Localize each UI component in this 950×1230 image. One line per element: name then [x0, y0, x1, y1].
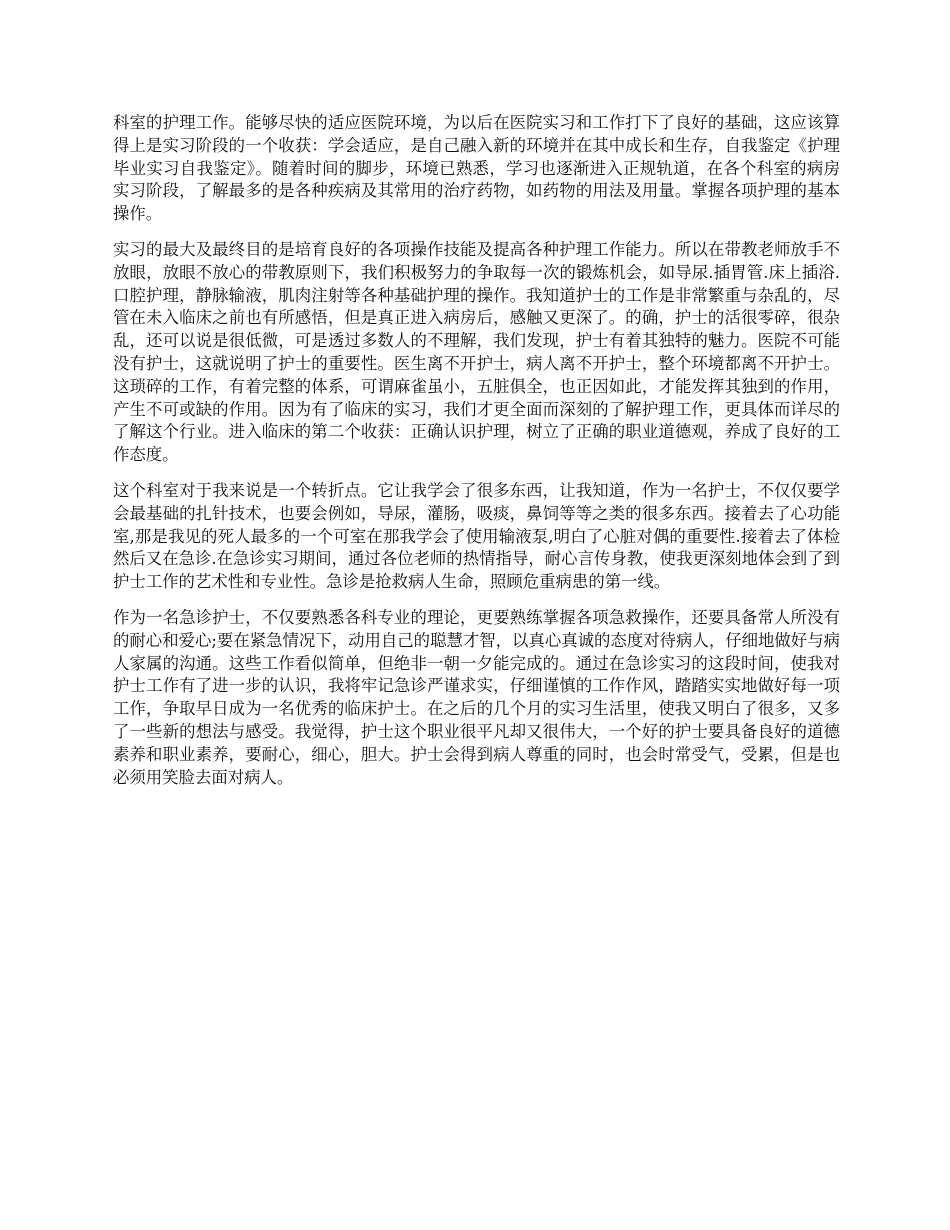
paragraph-2: 实习的最大及最终目的是培育良好的各项操作技能及提高各种护理工作能力。所以在带教老师放手不放眼，放眼不放心的带教原则下，我们积极努力的争取每一次的锻炼机会，如导尿.插胃管.床上插浴.口腔护理，静脉输液，肌肉注射等各种基础护理的操作。我知道护士的工作是非常繁重与杂乱的，尽管在未入临床之前也有所感悟，但是真正进入病房后，感触又更深了。的确，护士的活很零碎，很杂乱，还可以说是很低微，可是透过多数人的不理解，我们发现，护士有着其独特的魅力。医院不可能没有护士，这就说明了护士的重要性。医生离不开护士，病人离不开护士，整个环境都离不开护士。这琐碎的工作，有着完整的体系，可谓麻雀虽小，五脏俱全，也正因如此，才能发挥其独到的作用，产生不可或缺的作用。因为有了临床的实习，我们才更全面而深刻的了解护理工作，更具体而详尽的了解这个行业。进入临床的第二个收获：正确认识护理，树立了正确的职业道德观，养成了良好的工作态度。 [113, 239, 840, 465]
paragraph-4: 作为一名急诊护士，不仅要熟悉各科专业的理论，更要熟练掌握各项急救操作，还要具备常人所没有的耐心和爱心;要在紧急情况下，动用自己的聪慧才智，以真心真诚的态度对待病人，仔细地做好与病人家属的沟通。这些工作看似简单，但绝非一朝一夕能完成的。通过在急诊实习的这段时间，使我对护士工作有了进一步的认识，我将牢记急诊严谨求实，仔细谨慎的工作作风，踏踏实实地做好每一项工作，争取早日成为一名优秀的临床护士。在之后的几个月的实习生活里，使我又明白了很多，又多了一些新的想法与感受。我觉得，护士这个职业很平凡却又很伟大，一个好的护士要具备良好的道德素养和职业素养，要耐心，细心，胆大。护士会得到病人尊重的同时，也会时常受气，受累，但是也必须用笑脸去面对病人。 [113, 607, 840, 787]
document-page [113, 112, 840, 802]
paragraph-1: 科室的护理工作。能够尽快的适应医院环境，为以后在医院实习和工作打下了良好的基础，这应该算得上是实习阶段的一个收获：学会适应，是自己融入新的环境并在其中成长和生存，自我鉴定《护理毕业实习自我鉴定》。随着时间的脚步，环境已熟悉，学习也逐渐进入正规轨道，在各个科室的病房实习阶段，了解最多的是各种疾病及其常用的治疗药物，如药物的用法及用量。掌握各项护理的基本操作。 [113, 113, 840, 224]
paragraph-3: 这个科室对于我来说是一个转折点。它让我学会了很多东西，让我知道，作为一名护士，不仅仅要学会最基础的扎针技术，也要会例如，导尿，灌肠，吸痰，鼻饲等等之类的很多东西。接着去了心功能室,那是我见的死人最多的一个可室在那我学会了使用输液泵,明白了心脏对偶的重要性.接着去了体检然后又在急诊.在急诊实习期间，通过各位老师的热情指导，耐心言传身教，使我更深刻地体会到了到护士工作的艺术性和专业性。急诊是抢救病人生命，照顾危重病患的第一线。 [113, 480, 840, 592]
